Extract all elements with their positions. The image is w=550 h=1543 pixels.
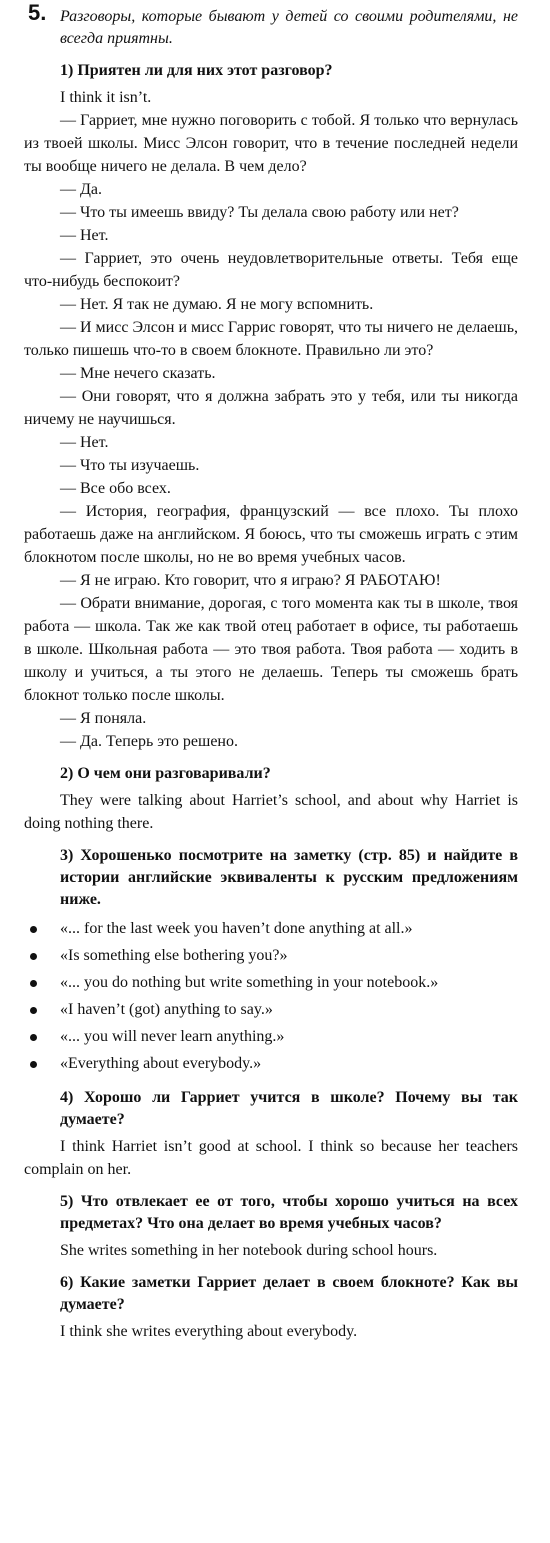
answer-1: I think it isn’t.: [60, 89, 152, 106]
task-number: 5.: [28, 0, 47, 25]
question-3: 3) Хорошенько посмотрите на заметку (стр. 85) и найдите в истории английские эквиваленты к русским предложениям ниже.: [60, 847, 518, 908]
question-6-section: [24, 1272, 518, 1343]
equivalents-list: [24, 915, 518, 1077]
dialogue-line: — Да.: [60, 181, 103, 198]
bullet-icon: [30, 926, 37, 933]
dialogue-line: — И мисс Элсон и мисс Гаррис говорят, что ты ничего не делаешь, только пишешь что-то в своем блокноте. Правильно ли это?: [24, 319, 518, 359]
bullet-icon: [30, 980, 37, 987]
list-item: [24, 1023, 518, 1050]
dialogue-line: — Я поняла.: [60, 710, 147, 727]
dialogue-line: — Нет.: [60, 434, 109, 451]
question-5-section: [24, 1191, 518, 1262]
list-item: [24, 1050, 518, 1077]
question-2: 2) О чем они разговаривали?: [60, 765, 271, 782]
dialogue-line: — Они говорят, что я должна забрать это у тебя, или ты никогда ничему не научишься.: [24, 388, 518, 428]
bullet-icon: [30, 1061, 37, 1068]
dialogue-line: — Нет.: [60, 227, 109, 244]
dialogue-line: — Гарриет, мне нужно поговорить с тобой. Я только что вернулась из твоей школы. Мисс Элсон говорит, что в течение последней недели ты вообще ничего не делала. В чем дело?: [24, 112, 518, 175]
dialogue-line: — Я не играю. Кто говорит, что я играю? Я РАБОТАЮ!: [60, 572, 441, 589]
dialogue-line: — История, география, французский — все плохо. Ты плохо работаешь даже на английском. Я боюсь, что ты сможешь играть с этим блокнотом после школы, но не во время учебных часов.: [24, 503, 518, 566]
dialogue-line: — Что ты изучаешь.: [60, 457, 200, 474]
dialogue-line: — Нет. Я так не думаю. Я не могу вспомнить.: [60, 296, 374, 313]
list-item-text: «Is something else bothering you?»: [60, 947, 288, 964]
dialogue-line: — Что ты имеешь ввиду? Ты делала свою работу или нет?: [60, 204, 459, 221]
bullet-icon: [30, 1007, 37, 1014]
question-2-section: [24, 763, 518, 835]
question-6: 6) Какие заметки Гарриет делает в своем блокноте? Как вы думаете?: [60, 1274, 518, 1313]
list-item: [24, 969, 518, 996]
answer-4: I think Harriet isn’t good at school. I think so because her teachers complain on her.: [24, 1138, 518, 1178]
question-3-section: [24, 845, 518, 1077]
list-item-text: «... you do nothing but write something in your notebook.»: [60, 974, 439, 991]
bullet-icon: [30, 1034, 37, 1041]
task-instruction: Разговоры, которые бывают у детей со своими родителями, не всегда приятны.: [60, 8, 518, 47]
question-4-section: [24, 1087, 518, 1181]
list-item-text: «I haven’t (got) anything to say.»: [60, 1001, 273, 1018]
list-item: [24, 942, 518, 969]
dialogue-line: — Да. Теперь это решено.: [60, 733, 238, 750]
dialogue-line: — Обрати внимание, дорогая, с того момента как ты в школе, твоя работа — школа. Так же как твой отец работает в офисе, ты работаешь в школе. Школьная работа — это твоя работа. Твоя работа — ходить в школу и учиться, а ты этого не делаешь. Теперь ты сможешь брать блокнот только после школы.: [24, 595, 518, 704]
question-4: 4) Хорошо ли Гарриет учится в школе? Почему вы так думаете?: [60, 1089, 518, 1128]
dialogue-line: — Мне нечего сказать.: [60, 365, 216, 382]
question-1: 1) Приятен ли для них этот разговор?: [60, 62, 333, 79]
answer-2: They were talking about Harriet’s school, and about why Harriet is doing nothing there.: [24, 792, 518, 832]
question-1-section: [24, 60, 518, 753]
list-item-text: «Everything about everybody.»: [60, 1055, 262, 1072]
dialogue-line: — Все обо всех.: [60, 480, 171, 497]
task-header: [24, 0, 518, 50]
bullet-icon: [30, 953, 37, 960]
answer-5: She writes something in her notebook during school hours.: [60, 1242, 438, 1259]
dialogue-line: — Гарриет, это очень неудовлетворительные ответы. Тебя еще что-нибудь беспокоит?: [24, 250, 518, 290]
question-5: 5) Что отвлекает ее от того, чтобы хорошо учиться на всех предметах? Что она делает во время учебных часов?: [60, 1193, 518, 1232]
list-item-text: «... for the last week you haven’t done anything at all.»: [60, 920, 413, 937]
list-item: [24, 996, 518, 1023]
list-item-text: «... you will never learn anything.»: [60, 1028, 285, 1045]
list-item: [24, 915, 518, 942]
answer-6: I think she writes everything about everybody.: [60, 1323, 358, 1340]
